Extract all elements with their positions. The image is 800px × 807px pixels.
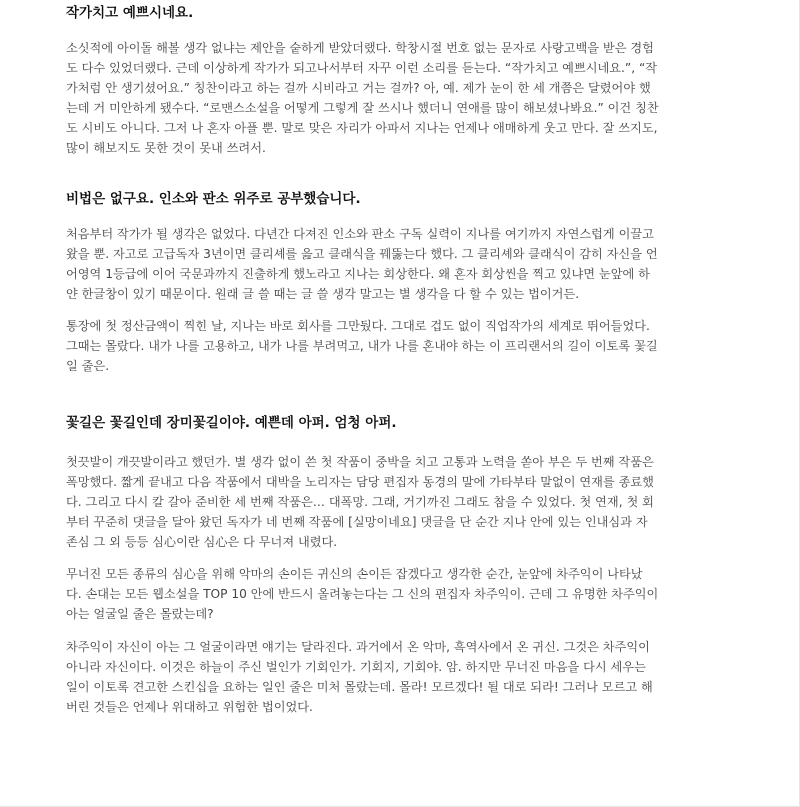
text-line: 폭망했다. 짧게 끝내고 다음 작품에서 대박을 노리자는 담당 편집자 동경의 말에 가타부타 말없이 연재를 종료했 [66, 475, 654, 489]
text-line: 처음부터 작가가 될 생각은 없었다. 다년간 다져진 인소와 판소 구독 실력이 지나를 여기까지 자연스럽게 이끌고 [66, 227, 654, 241]
text-line: 다. 손대는 모든 웹소설을 TOP 10 안에 반드시 올려놓는다는 그 신의 편집자 차주익이. 근데 그 유명한 차주익이 [66, 587, 659, 601]
text-line: 아니라 자신이다. 이것은 하늘이 주신 벌인가 기회인가. 기회지, 기회야. 암. 하지만 무너진 마음을 다시 세우는 [66, 660, 646, 674]
text-line: 차주익이 자신이 아는 그 얼굴이라면 얘기는 달라진다. 과거에서 온 악마, 흑역사에서 온 귀신. 그것은 차주익이 [66, 640, 650, 654]
section-title: 꽃길은 꽃길인데 장미꽃길이야. 예쁜데 아퍼. 엄청 아퍼. [66, 415, 397, 431]
text-line: 부터 꾸준히 댓글을 달아 왔던 독자가 네 번째 작품에 [실망이네요] 댓글을 단 순간 지나 안에 있는 인내심과 자 [66, 515, 648, 529]
text-line: 일이 이토록 견고한 스킨십을 요하는 일인 줄은 미처 몰랐는데. 몰라! 모르겠다! 될 대로 되라! 그러나 모르고 해 [66, 680, 653, 694]
text-line: 어영역 1등급에 이어 국문과까지 진출하게 했노라고 지나는 회상한다. 왜 혼자 회상씬을 찍고 있냐면 눈앞에 하 [66, 267, 650, 281]
paragraph [66, 316, 738, 376]
text-line: 첫끗발이 개끗발이라고 했던가. 별 생각 없이 쓴 첫 작품이 중박을 치고 고통과 노력을 쏟아 부은 두 번째 작품은 [66, 455, 654, 469]
text-line: 통장에 첫 정산금액이 찍힌 날, 지나는 바로 회사를 그만뒀다. 그대로 겁도 없이 직업작가의 세계로 뛰어들었다. [66, 319, 650, 333]
paragraph [66, 452, 738, 552]
text-line: 소싯적에 아이돌 해볼 생각 없냐는 제안을 숱하게 받았더랬다. 학창시절 번호 없는 문자로 사랑고백을 받은 경험 [66, 41, 654, 55]
section-title: 작가치고 예쁘시네요. [66, 5, 194, 21]
text-line: 얀 한글창이 있기 때문이다. 원래 글 쓸 때는 글 쓸 생각 말고는 별 생각을 다 할 수 있는 법이거든. [66, 287, 580, 301]
text-line: 도 시비도 아니다. 그저 나 혼자 아플 뿐. 말로 맞은 자리가 아파서 지나는 언제나 애매하게 웃고 만다. 잘 쓰지도, [66, 121, 658, 135]
text-line: 일 줄은. [66, 359, 110, 373]
paragraph [66, 637, 738, 717]
text-line: 많이 해보지도 못한 것이 못내 쓰려서. [66, 141, 266, 155]
text-line: 그때는 몰랐다. 내가 나를 고용하고, 내가 나를 부려먹고, 내가 나를 혼내야 하는 이 프리랜서의 길이 이토록 꽃길 [66, 339, 658, 353]
paragraph [66, 38, 738, 158]
text-line: 다. 그리고 다시 칼 갈아 준비한 세 번째 작품은… 대폭망. 그래, 거기까진 그래도 참을 수 있었다. 첫 연재, 첫 회 [66, 495, 654, 509]
paragraph [66, 224, 738, 304]
text-line: 왔을 뿐. 자고로 고급독자 3년이면 클리셰를 읊고 클래식을 꿰뚫는다 했다. 그 클리셰와 클래식이 감히 자신을 언 [66, 247, 658, 261]
text-line: 아는 얼굴일 줄은 몰랐는데? [66, 607, 214, 621]
text-line: 버린 것들은 언제나 위대하고 위험한 법이었다. [66, 700, 313, 714]
text-line: 도 다수 있었더랬다. 근데 이상하게 작가가 되고나서부터 자꾸 이런 소리를 듣는다. “작가치고 예쁘시네요.”, “작 [66, 61, 658, 75]
paragraph [66, 564, 738, 624]
section-title: 비법은 없구요. 인소와 판소 위주로 공부했습니다. [66, 191, 361, 207]
text-line: 존심 그 외 등등 심心이란 심心은 다 무너져 내렸다. [66, 535, 338, 549]
text-line: 가처럼 안 생기셨어요.” 칭찬이라고 하는 걸까 시비라고 거는 걸까? 아, 예. 제가 눈이 한 세 개쯤은 달렸어야 했 [66, 81, 651, 95]
section-1 [66, 2, 659, 155]
text-line: 는데 거 미안하게 됐수다. “로맨스소설을 어떻게 그렇게 잘 쓰시나 했더니 연애를 많이 해보셨나봐요.” 이건 칭찬 [66, 101, 659, 115]
section-2 [66, 188, 658, 373]
text-line: 무너진 모든 종류의 심心을 위해 악마의 손이든 귀신의 손이든 잡겠다고 생각한 순간, 눈앞에 차주익이 나타났 [66, 567, 643, 581]
